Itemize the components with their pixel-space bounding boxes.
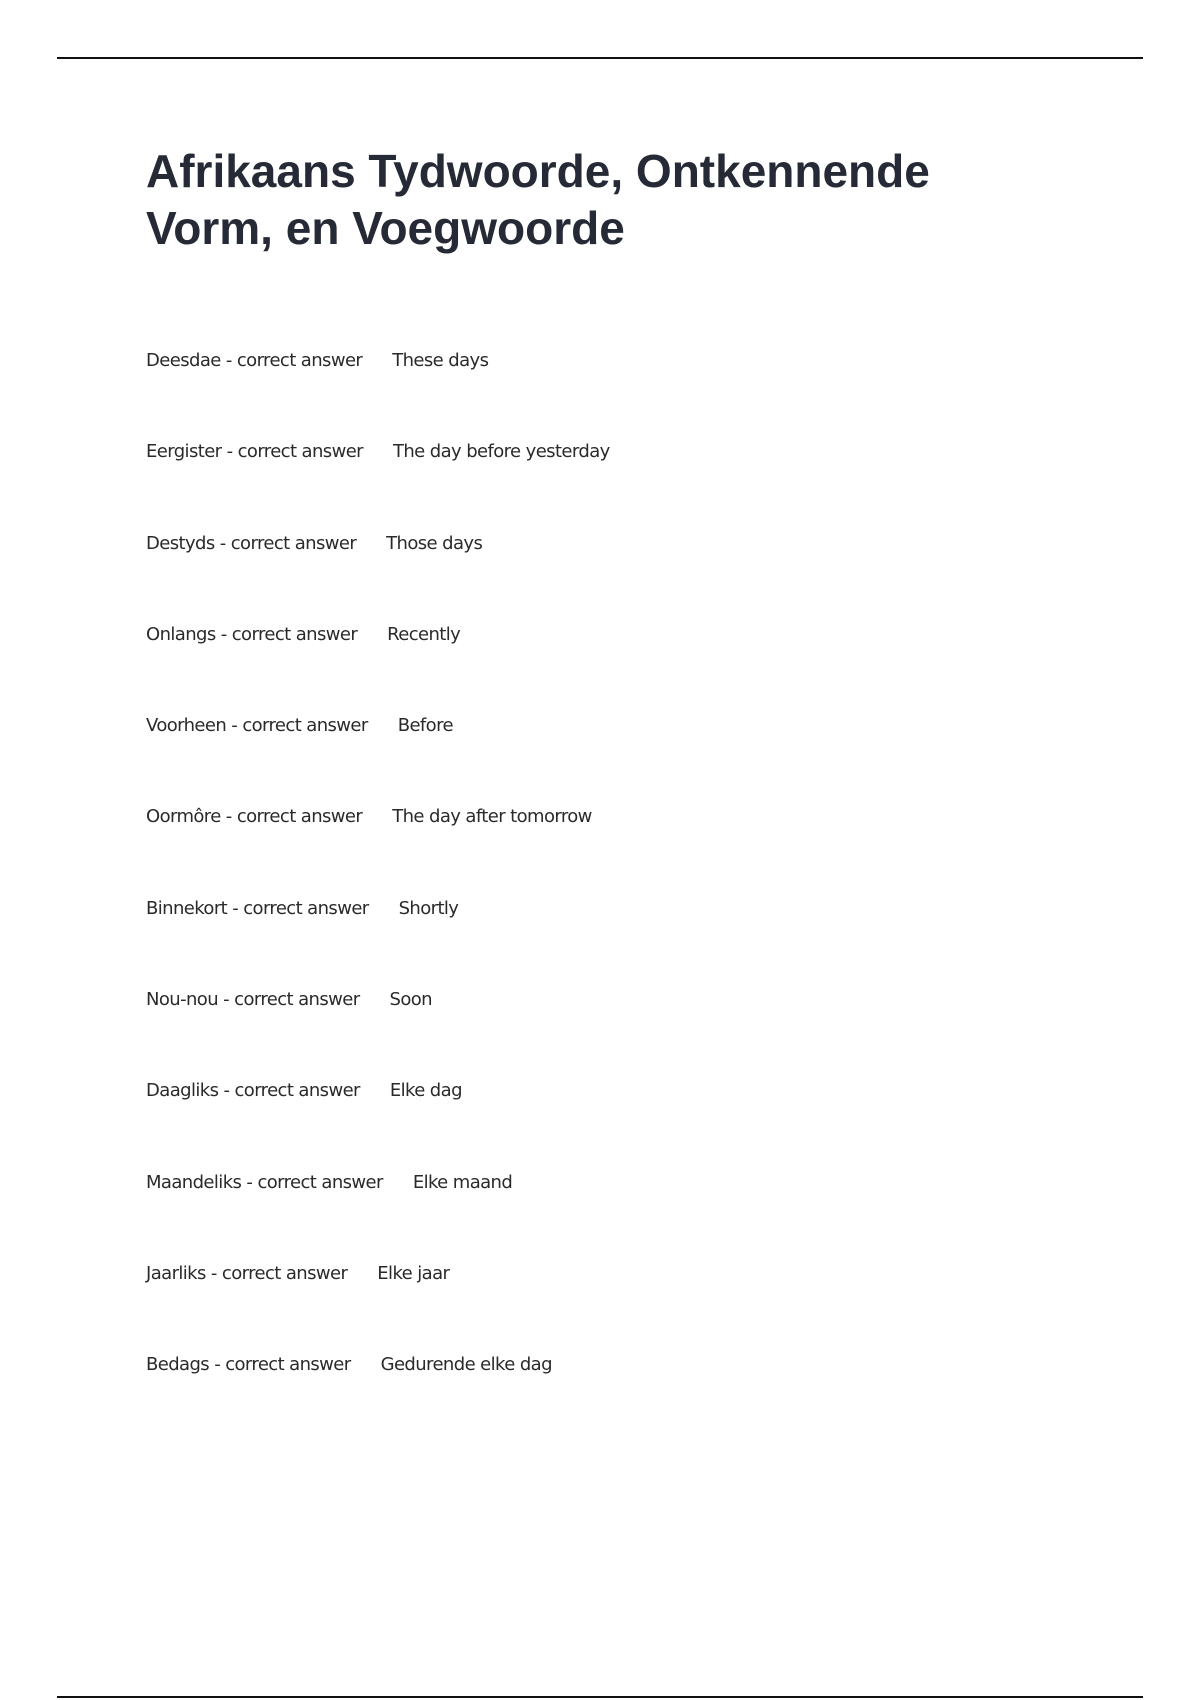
answer: Elke jaar [377, 1262, 450, 1284]
term: Deesdae - correct answer [146, 350, 363, 371]
list-item [146, 1354, 610, 1445]
answer: Elke dag [389, 1080, 462, 1102]
answer: These days [392, 350, 489, 371]
answer: Gedurende elke dag [380, 1354, 552, 1376]
answer: The day before yesterday [392, 441, 610, 463]
term: Nou-nou - correct answer [146, 989, 360, 1011]
term: Maandeliks - correct answer [146, 1171, 383, 1193]
term: Jaarliks - correct answer [146, 1262, 348, 1284]
answer: Elke maand [412, 1171, 513, 1193]
answer: The day after tomorrow [392, 806, 592, 828]
term: Onlangs - correct answer [146, 623, 358, 645]
bottom-divider [57, 1696, 1143, 1698]
answer: Soon [389, 989, 432, 1011]
answer: Recently [387, 623, 461, 645]
term: Destyds - correct answer [146, 532, 357, 554]
term: Oormôre - correct answer [146, 806, 363, 828]
list-item [146, 441, 610, 532]
list-item [146, 1263, 610, 1354]
answer: Before [397, 715, 453, 737]
term: Voorheen - correct answer [146, 715, 368, 737]
term: Bedags - correct answer [146, 1354, 351, 1376]
list-item [146, 1080, 610, 1171]
page-title: Afrikaans Tydwoorde, Ontkennende Vorm, en Voegwoorde [146, 145, 930, 254]
answer: Shortly [398, 897, 459, 919]
list-item [146, 1172, 610, 1263]
list-item [146, 350, 610, 441]
answer: Those days [386, 532, 483, 554]
term: Eergister - correct answer [146, 441, 363, 463]
flashcard-list [146, 350, 610, 1446]
list-item [146, 806, 610, 897]
list-item [146, 989, 610, 1080]
list-item [146, 624, 610, 715]
term: Binnekort - correct answer [146, 897, 369, 919]
term: Daagliks - correct answer [146, 1080, 360, 1102]
top-divider [57, 57, 1143, 59]
list-item [146, 715, 610, 806]
list-item [146, 533, 610, 624]
list-item [146, 898, 610, 989]
